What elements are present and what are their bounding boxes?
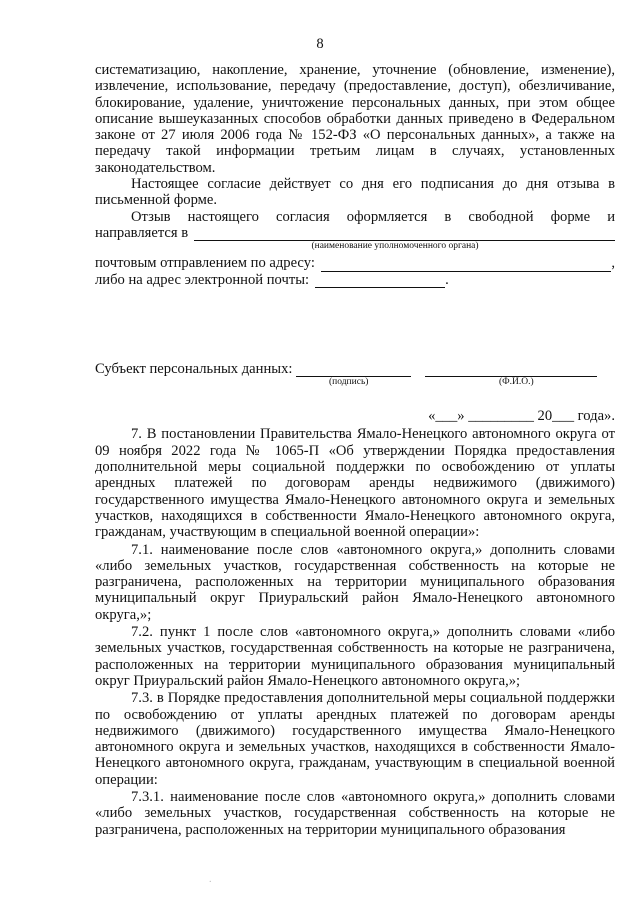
subject-label: Субъект персональных данных:	[95, 360, 293, 377]
paragraph-item-7-1: 7.1. наименование после слов «автономного округа,» дополнить словами «либо земельных участков, государственная собственность на которые не разграничена, расположенных на территории муниципального образования муниципальный округ Приуральский район Ямало-Ненецкого автономного округа,»;	[95, 541, 615, 623]
paragraph-item-7-3-1: 7.3.1. наименование после слов «автономного округа,» дополнить словами «либо земельных участков, государственная собственность на которые не разграничена, расположенных на территории муниципального образования	[95, 788, 615, 838]
signature-blank[interactable]	[296, 364, 411, 377]
date-line: «___» _________ 20___ года».	[428, 408, 615, 425]
paragraph-item-7: 7. В постановлении Правительства Ямало-Ненецкого автономного округа от 09 ноября 2022 года № 1065-П «Об утверждении Порядка предоставления дополнительной меры социальной поддержки по освобождению от уплаты арендных платежей по договорам аренды недвижимого (движимого) государственного имущества Ямало-Ненецкого автономного округа и земельных участков, находящихся в собственности Ямало-Ненецкого автономного округа, гражданам, участвующим в специальной военной операции»:	[95, 426, 615, 541]
signature-caption: (подпись)	[329, 377, 369, 388]
fio-caption: (Ф.И.О.)	[499, 377, 534, 388]
organ-caption: (наименование уполномоченного органа)	[311, 241, 479, 252]
email-label: либо на адрес электронной почты:	[95, 271, 310, 288]
subject-signature-row	[95, 361, 615, 377]
postal-blank[interactable]	[321, 259, 611, 272]
postal-line: почтовым отправлением по адресу: ,	[95, 255, 615, 272]
scan-artifact: .	[209, 874, 212, 885]
recipient-blank[interactable]	[194, 228, 615, 241]
recipient-label: направляется в	[95, 224, 189, 241]
paragraph-item-7-3: 7.3. в Порядке предоставления дополнительной меры социальной поддержки по освобождению от уплаты арендных платежей по договорам аренды недвижимого (движимого) государственного имущества Ямало-Ненецкого автономного округа и земельных участков, находящихся в собственности Ямало-Ненецкого автономного округа, гражданам, участвующим в специальной военной операции:	[95, 690, 615, 788]
fio-blank[interactable]	[425, 364, 597, 377]
paragraph-consent-validity: Настоящее согласие действует со дня его подписания до дня отзыва в письменной форме.	[95, 176, 615, 209]
page-number: 8	[316, 36, 324, 52]
email-blank[interactable]	[315, 275, 445, 288]
paragraph-consent-processing: систематизацию, накопление, хранение, уточнение (обновление, изменение), извлечение, использование, передачу (предоставление, доступ), обезличивание, блокирование, удаление, уничтожение персональных данных, при этом общее описание вышеуказанных способов обработки данных приведено в Федеральном законе от 27 июля 2006 года № 152-ФЗ «О персональных данных», а также на передачу такой информации третьим лицам в случаях, установленных законодательством.	[95, 62, 615, 176]
email-line: либо на адрес электронной почты: .	[95, 271, 449, 288]
document-body	[95, 62, 615, 838]
paragraph-consent-revocation: Отзыв настоящего согласия оформляется в свободной форме и	[131, 208, 615, 225]
paragraph-item-7-2: 7.2. пункт 1 после слов «автономного округа,» дополнить словами «либо земельных участков, государственная собственность на которые не разграничена, расположенных на территории муниципального образования муниципальный округ Приуральский район Ямало-Ненецкого автономного округа,»;	[95, 624, 615, 689]
postal-label: почтовым отправлением по адресу:	[95, 255, 315, 272]
recipient-line	[95, 225, 615, 241]
